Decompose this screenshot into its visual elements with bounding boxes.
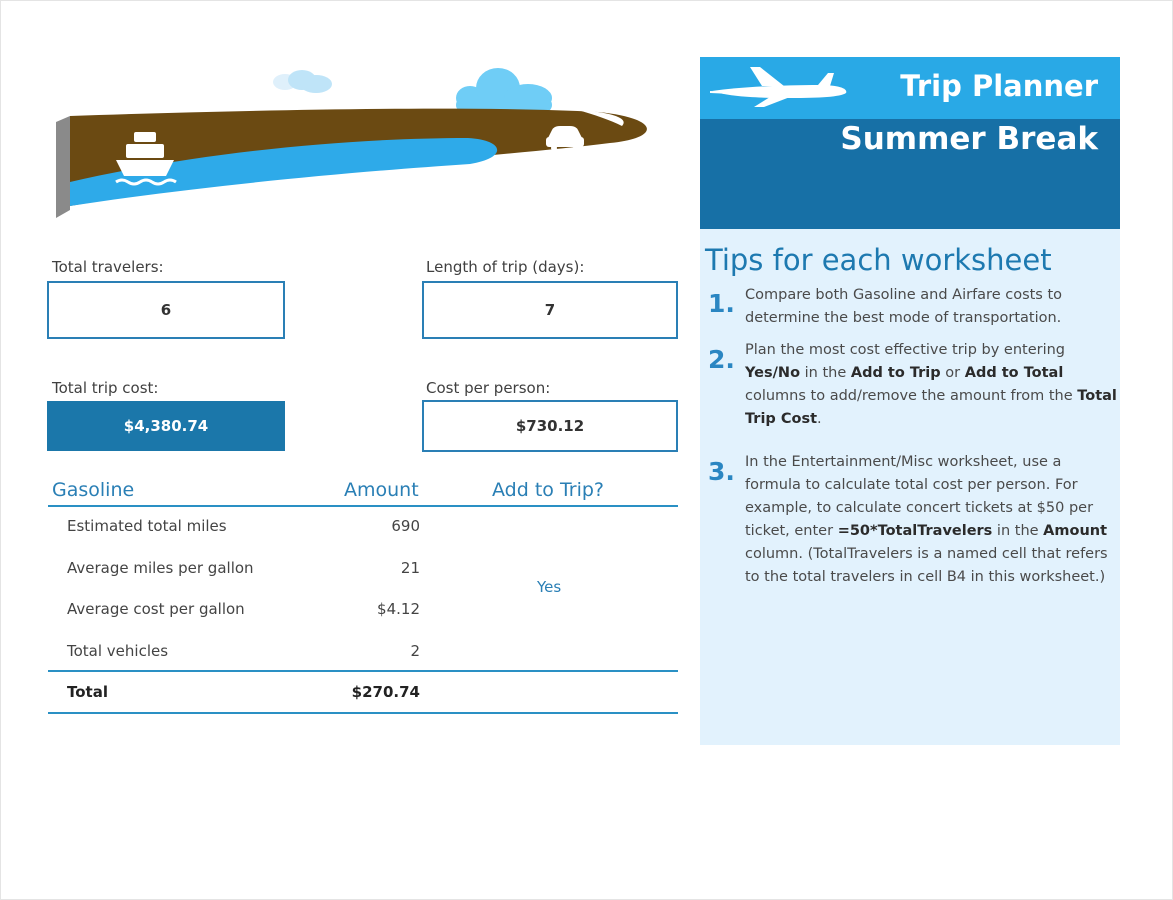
add-to-trip-cell[interactable]: Yes (537, 578, 562, 596)
airplane-icon (710, 67, 850, 107)
total-value: $270.74 (351, 683, 420, 701)
cloud-icon (273, 70, 332, 93)
add-to-trip-column-header: Add to Trip? (492, 479, 604, 501)
table-row-amount[interactable]: $4.12 (377, 600, 420, 618)
tip-number: 1. (708, 289, 735, 318)
tip-text: In the Entertainment/Misc worksheet, use a formula to calculate total cost per person. For example, to calculate concert tickets at $50 per ticket, enter =50*TotalTravelers in the Amount column. (TotalTravelers is a named cell that refers to the total travelers in cell B4 in this worksheet.) (745, 454, 1108, 585)
tips-heading: Tips for each worksheet (705, 243, 1052, 277)
table-header-divider (48, 505, 678, 507)
trip-length-field[interactable]: 7 (422, 281, 678, 339)
cloud-icon (456, 68, 552, 112)
tip-number: 2. (708, 345, 735, 374)
table-row-label: Estimated total miles (67, 517, 227, 535)
table-row-label: Average cost per gallon (67, 600, 245, 618)
trip-banner-illustration (50, 60, 660, 230)
total-row-divider (48, 670, 678, 672)
tips-panel (700, 229, 1120, 745)
total-trip-cost-value: $4,380.74 (47, 401, 285, 451)
tip-text: Plan the most cost effective trip by entering Yes/No in the Add to Trip or Add to Total columns to add/remove the amount from the Total Trip Cost. (745, 342, 1117, 427)
panel-header-bottom (700, 119, 1120, 229)
panel-title: Trip Planner (900, 69, 1098, 103)
panel-subtitle: Summer Break (840, 121, 1098, 157)
cost-per-person-value: $730.12 (422, 400, 678, 452)
cost-per-person-label: Cost per person: (426, 379, 551, 397)
trip-length-label: Length of trip (days): (426, 258, 585, 276)
table-row-amount[interactable]: 2 (410, 642, 420, 660)
total-trip-cost-label: Total trip cost: (52, 379, 159, 397)
total-travelers-field[interactable]: 6 (47, 281, 285, 339)
panel-header-top (700, 57, 1120, 119)
total-travelers-label: Total travelers: (52, 258, 164, 276)
table-row-label: Total vehicles (67, 642, 169, 660)
table-row-label: Average miles per gallon (67, 559, 254, 577)
table-bottom-border (48, 712, 678, 714)
tip-number: 3. (708, 457, 735, 486)
table-row-amount[interactable]: 21 (400, 559, 420, 577)
table-row-amount[interactable]: 690 (391, 517, 420, 535)
total-label: Total (67, 683, 108, 701)
gasoline-column-header: Gasoline (52, 479, 135, 501)
tip-text: Compare both Gasoline and Airfare costs to determine the best mode of transportation. (745, 287, 1063, 326)
amount-column-header: Amount (344, 479, 419, 501)
